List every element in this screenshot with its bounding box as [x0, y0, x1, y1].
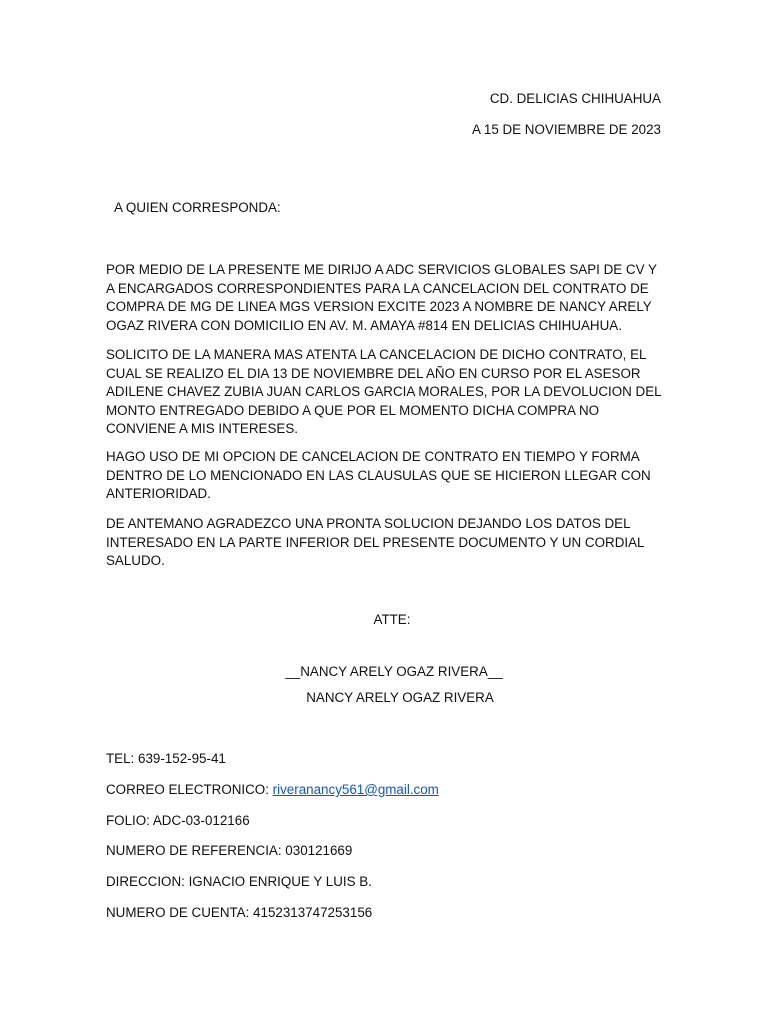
paragraph-intro: POR MEDIO DE LA PRESENTE ME DIRIJO A ADC SERVICIOS GLOBALES SAPI DE CV Y A ENCARGADOS CORRESPONDIENTES PARA LA CANCELACION DEL CONTRATO DE COMPRA DE MG DE LINEA MGS VERSION EXCITE 2023 A NOMBRE DE NANCY ARELY OGAZ RIVERA CON DOMICILIO EN AV. M. AMAYA #814 EN DELICIAS CHIHUAHUA.: [106, 262, 657, 333]
city-line: CD. DELICIAS CHIHUAHUA: [489, 91, 661, 106]
phone-line: TEL: 639-152-95-41: [106, 751, 226, 766]
email-line: [106, 782, 439, 797]
folio-line: FOLIO: ADC-03-012166: [106, 813, 250, 828]
email-link[interactable]: riveranancy561@gmail.com: [272, 782, 439, 797]
paragraph-request: SOLICITO DE LA MANERA MAS ATENTA LA CANCELACION DE DICHO CONTRATO, EL CUAL SE REALIZO EL DIA 13 DE NOVIEMBRE DEL AÑO EN CURSO POR EL ASESOR ADILENE CHAVEZ ZUBIA JUAN CARLOS GARCIA MORALES, POR LA DEVOLUCION DEL MONTO ENTREGADO DEBIDO A QUE POR EL MOMENTO DICHA COMPRA NO CONVIENE A MIS INTERESES.: [106, 347, 662, 436]
date-line: A 15 DE NOVIEMBRE DE 2023: [471, 122, 661, 137]
paragraph-thanks: DE ANTEMANO AGRADEZCO UNA PRONTA SOLUCION DEJANDO LOS DATOS DEL INTERESADO EN LA PARTE INFERIOR DEL PRESENTE DOCUMENTO Y UN CORDIAL SALUDO.: [106, 516, 644, 568]
signature-line: __NANCY ARELY OGAZ RIVERA__: [285, 664, 503, 679]
address-line: DIRECCION: IGNACIO ENRIQUE Y LUIS B.: [106, 874, 372, 889]
email-label: CORREO ELECTRONICO:: [106, 782, 273, 797]
closing-atte: ATTE:: [373, 612, 411, 627]
signature-name: NANCY ARELY OGAZ RIVERA: [306, 690, 494, 705]
reference-number-line: NUMERO DE REFERENCIA: 030121669: [106, 843, 353, 858]
account-number-line: NUMERO DE CUENTA: 4152313747253156: [106, 905, 373, 920]
salutation: A QUIEN CORRESPONDA:: [114, 200, 281, 215]
paragraph-option: HAGO USO DE MI OPCION DE CANCELACION DE CONTRATO EN TIEMPO Y FORMA DENTRO DE LO MENCIONADO EN LAS CLAUSULAS QUE SE HICIERON LLEGAR CON ANTERIORIDAD.: [106, 449, 651, 501]
